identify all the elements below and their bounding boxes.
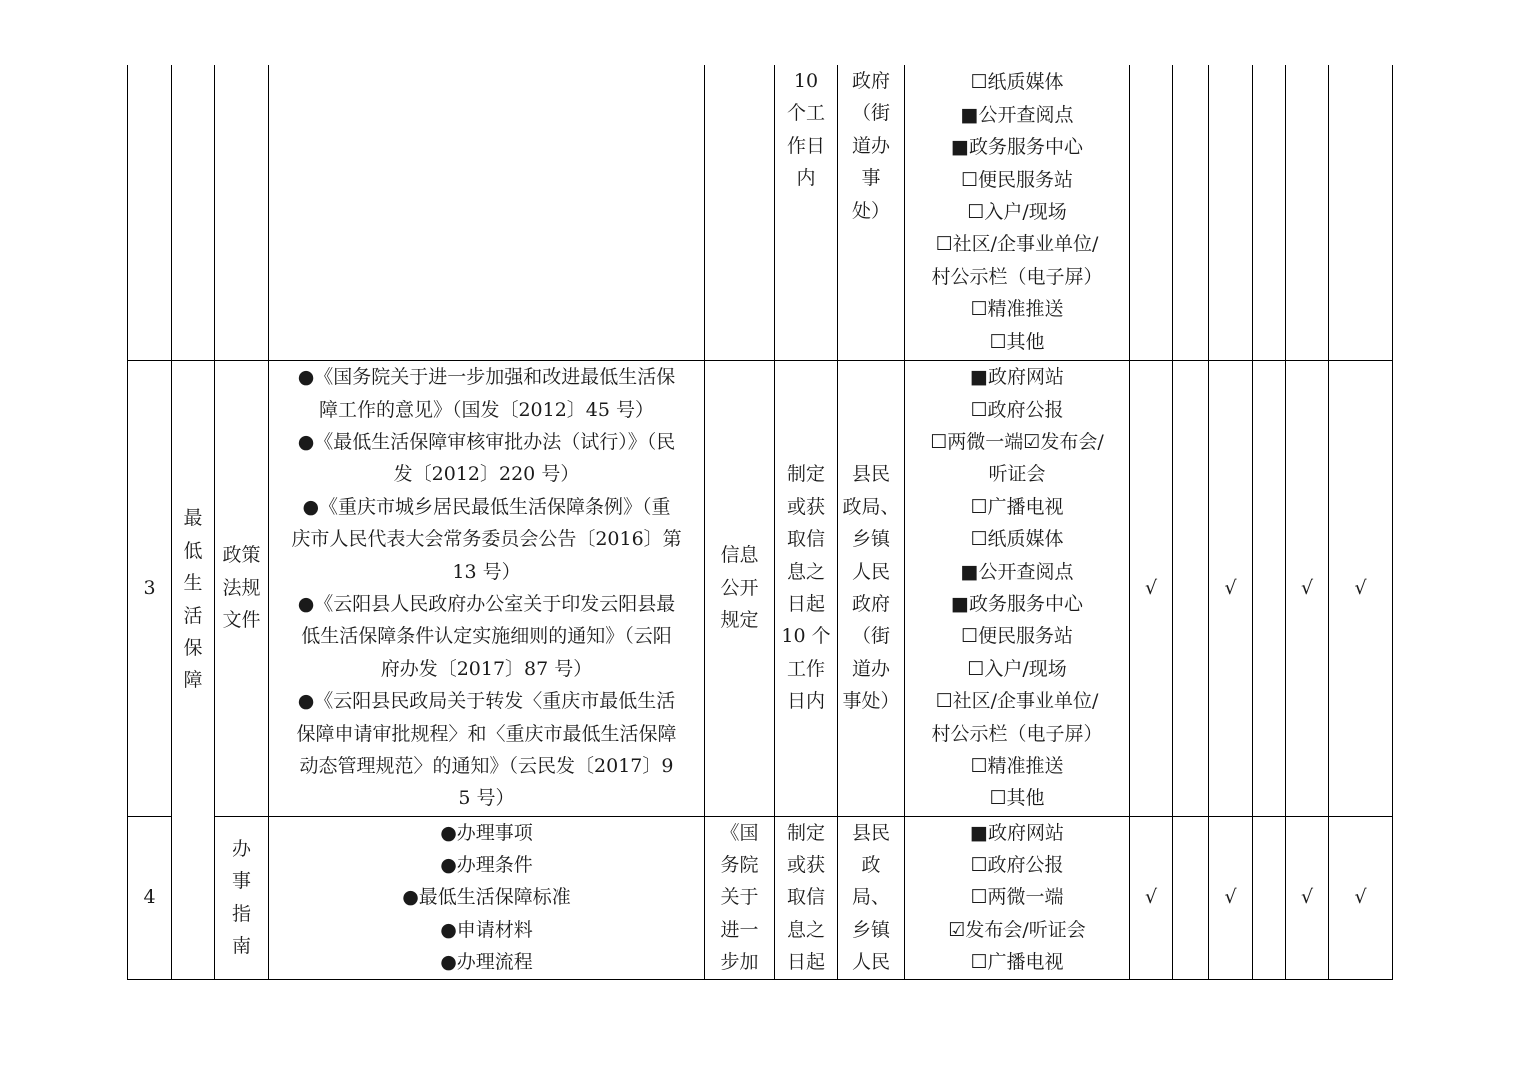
mark-cell	[1130, 65, 1173, 360]
item-cell	[215, 65, 269, 360]
source-cell: 信息 公开 规定	[705, 360, 775, 816]
source-cell	[705, 65, 775, 360]
mark-cell	[1253, 360, 1286, 816]
mark-cell: √	[1130, 816, 1173, 979]
time-limit-cell: 制定 或获 取信 息之 日起 10 个 工作 日内	[775, 360, 838, 816]
mark-cell: √	[1329, 360, 1393, 816]
mark-cell	[1173, 360, 1209, 816]
subject-cell: 政府 （街 道办 事 处）	[838, 65, 905, 360]
category-cell: 最 低 生 活 保 障	[172, 360, 215, 979]
basis-cell	[269, 65, 705, 360]
category-cell	[172, 65, 215, 360]
table-row	[128, 65, 1393, 360]
basis-cell: ●《国务院关于进一步加强和改进最低生活保 障工作的意见》（国发〔2012〕45 号） ●《最低生活保障审核审批办法（试行）》（民 发〔2012〕220 号） ●《重庆市城乡居民最低生活保障条例》（重 庆市人民代表大会常务委员会公告〔2016〕第 13 号） ●《云阳县人民政府办公室关于印发云阳县最 低生活保障条件认定实施细则的通知》（云阳 府办发〔2017〕87 号） ●《云阳县民政局关于转发〈重庆市最低生活 保障申请审批规程〉和〈重庆市最低生活保障 动态管理规范〉的通知》（云民发〔2017〕9 5 号）	[269, 360, 705, 816]
channels-cell: ■政府网站 ☐政府公报 ☐两微一端☑发布会/ 听证会 ☐广播电视 ☐纸质媒体 ■公开查阅点 ■政务服务中心 ☐便民服务站 ☐入户/现场 ☐社区/企事业单位/ 村公示栏（电子屏） ☐精准推送 ☐其他	[905, 360, 1130, 816]
mark-cell: √	[1286, 816, 1329, 979]
row-number	[128, 65, 172, 360]
item-cell: 政策 法规 文件	[215, 360, 269, 816]
subject-cell: 县民 政局、 乡镇 人民 政府 （街 道办 事处）	[838, 360, 905, 816]
mark-cell: √	[1329, 816, 1393, 979]
time-limit-cell: 10 个工 作日 内	[775, 65, 838, 360]
mark-cell: √	[1209, 816, 1253, 979]
table-row	[128, 816, 1393, 979]
table-row	[128, 360, 1393, 816]
source-cell: 《国 务院 关于 进一 步加	[705, 816, 775, 979]
mark-cell	[1173, 816, 1209, 979]
mark-cell	[1173, 65, 1209, 360]
mark-cell	[1329, 65, 1393, 360]
item-cell: 办 事 指 南	[215, 816, 269, 979]
subject-cell: 县民 政 局、 乡镇 人民	[838, 816, 905, 979]
time-limit-cell: 制定 或获 取信 息之 日起	[775, 816, 838, 979]
mark-cell: √	[1130, 360, 1173, 816]
channels-cell: ■政府网站 ☐政府公报 ☐两微一端 ☑发布会/听证会 ☐广播电视	[905, 816, 1130, 979]
disclosure-table	[127, 65, 1393, 980]
mark-cell	[1286, 65, 1329, 360]
row-number: 3	[128, 360, 172, 816]
mark-cell	[1253, 65, 1286, 360]
mark-cell	[1209, 65, 1253, 360]
mark-cell: √	[1286, 360, 1329, 816]
basis-cell: ●办理事项 ●办理条件 ●最低生活保障标准 ●申请材料 ●办理流程	[269, 816, 705, 979]
channels-cell: ☐纸质媒体 ■公开查阅点 ■政务服务中心 ☐便民服务站 ☐入户/现场 ☐社区/企事业单位/ 村公示栏（电子屏） ☐精准推送 ☐其他	[905, 65, 1130, 360]
mark-cell	[1253, 816, 1286, 979]
mark-cell: √	[1209, 360, 1253, 816]
row-number: 4	[128, 816, 172, 979]
